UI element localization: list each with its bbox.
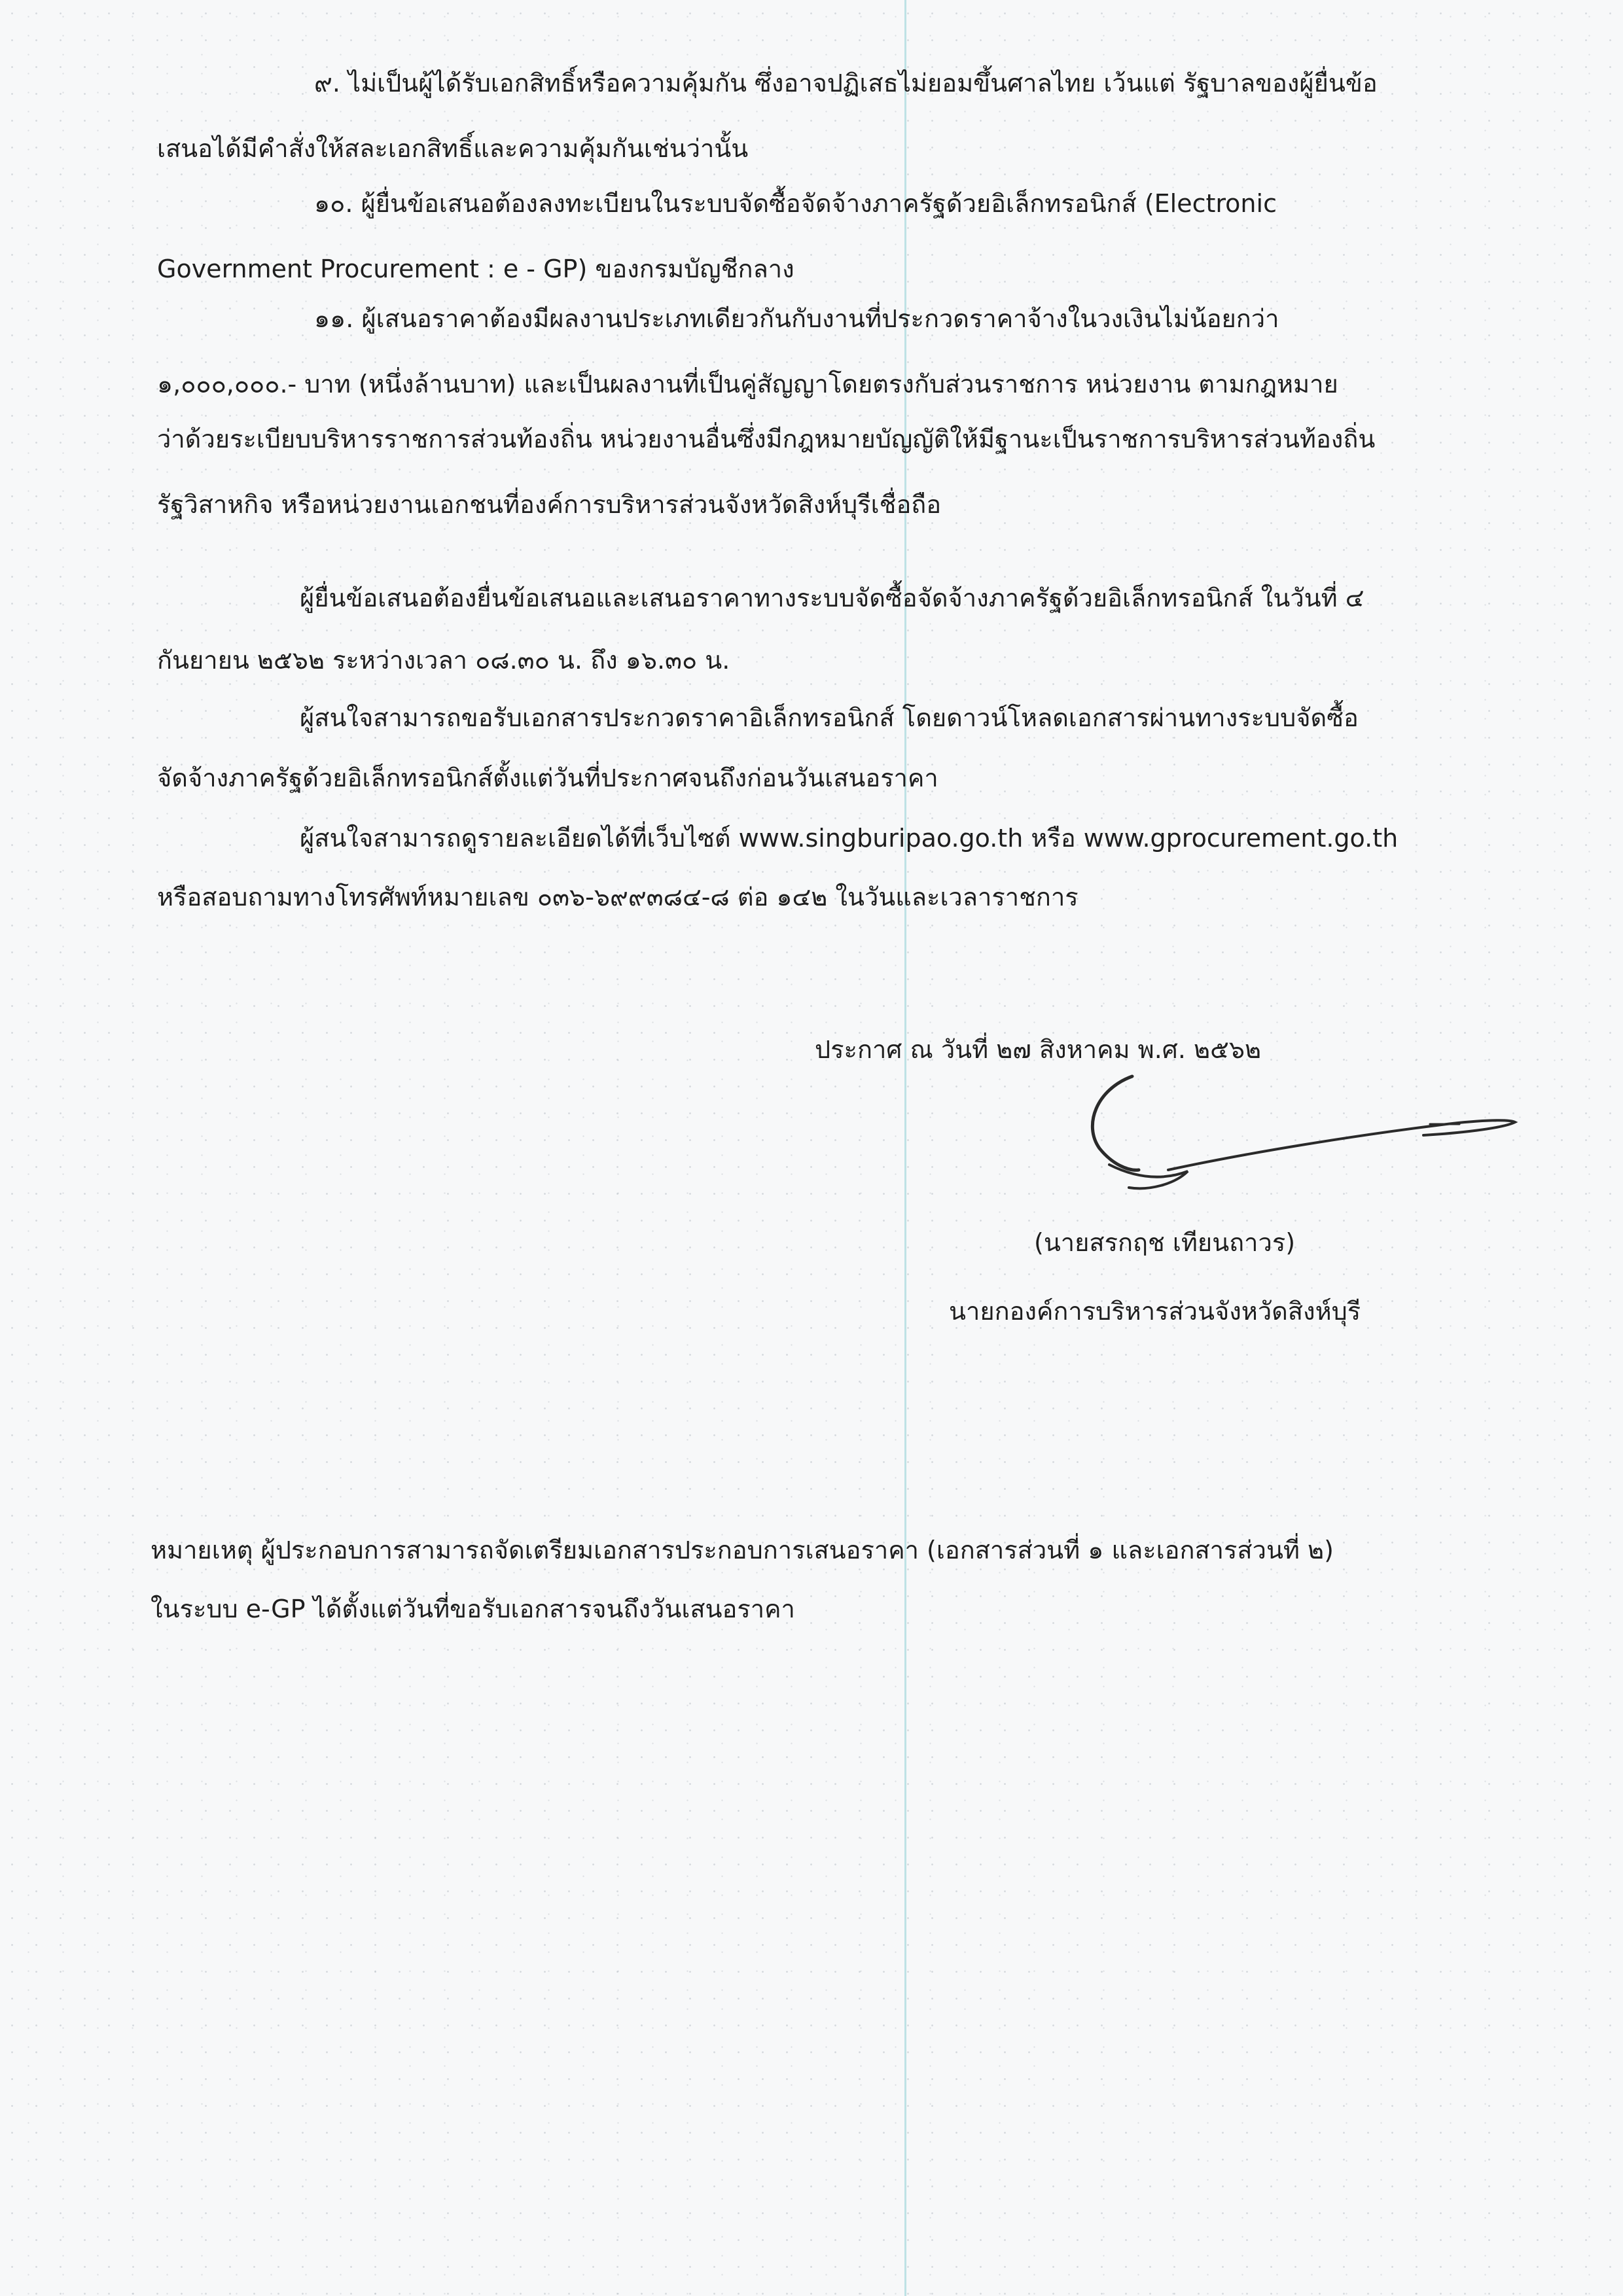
documents-line-2: จัดจ้างภาครัฐด้วยอิเล็กทรอนิกส์ตั้งแต่วันที่ประกาศจนถึงก่อนวันเสนอราคา bbox=[157, 764, 938, 792]
signatory-position: นายกองค์การบริหารส่วนจังหวัดสิงห์บุรี bbox=[949, 1297, 1361, 1326]
item-11-line-4: รัฐวิสาหกิจ หรือหน่วยงานเอกชนที่องค์การบริหารส่วนจังหวัดสิงห์บุรีเชื่อถือ bbox=[157, 490, 942, 519]
contact-line-2: หรือสอบถามทางโทรศัพท์หมายเลข ๐๓๖-๖๙๙๓๘๔-๘ ต่อ ๑๔๒ ในวันและเวลาราชการ bbox=[157, 883, 1079, 911]
scan-artifact-line bbox=[904, 0, 906, 2296]
handwritten-signature bbox=[1083, 1073, 1528, 1204]
item-11-line-2: ๑,๐๐๐,๐๐๐.- บาท (หนึ่งล้านบาท) และเป็นผลงานที่เป็นคู่สัญญาโดยตรงกับส่วนราชการ หน่วยงาน ตามกฎหมาย bbox=[157, 370, 1338, 398]
item-11-line-3: ว่าด้วยระเบียบบริหารราชการส่วนท้องถิ่น หน่วยงานอื่นซึ่งมีกฎหมายบัญญัติให้มีฐานะเป็นราชการบริหารส่วนท้องถิ่น bbox=[157, 425, 1376, 453]
documents-line-1: ผู้สนใจสามารถขอรับเอกสารประกวดราคาอิเล็กทรอนิกส์ โดยดาวน์โหลดเอกสารผ่านทางระบบจัดซื้อ bbox=[300, 703, 1359, 732]
announcement-date: ประกาศ ณ วันที่ ๒๗ สิงหาคม พ.ศ. ๒๕๖๒ bbox=[815, 1035, 1262, 1064]
item-9-line-1: ๙. ไม่เป็นผู้ได้รับเอกสิทธิ์หรือความคุ้มกัน ซึ่งอาจปฏิเสธไม่ยอมขึ้นศาลไทย เว้นแต่ รัฐบาลของผู้ยื่นข้อ bbox=[314, 69, 1378, 97]
item-10-line-2: Government Procurement : e - GP) ของกรมบัญชีกลาง bbox=[157, 255, 794, 283]
note-line-1: หมายเหตุ ผู้ประกอบการสามารถจัดเตรียมเอกสารประกอบการเสนอราคา (เอกสารส่วนที่ ๑ และเอกสารส่วนที่ ๒) bbox=[151, 1536, 1334, 1564]
contact-line-1: ผู้สนใจสามารถดูรายละเอียดได้ที่เว็บไซต์ www.singburipao.go.th หรือ www.gprocurement.go.th bbox=[300, 824, 1399, 853]
note-line-2: ในระบบ e-GP ได้ตั้งแต่วันที่ขอรับเอกสารจนถึงวันเสนอราคา bbox=[151, 1595, 795, 1623]
submission-line-2: กันยายน ๒๕๖๒ ระหว่างเวลา ๐๘.๓๐ น. ถึง ๑๖.๓๐ น. bbox=[157, 646, 730, 675]
item-9-line-2: เสนอได้มีคำสั่งให้สละเอกสิทธิ์และความคุ้มกันเช่นว่านั้น bbox=[157, 134, 749, 163]
item-10-line-1: ๑๐. ผู้ยื่นข้อเสนอต้องลงทะเบียนในระบบจัดซื้อจัดจ้างภาครัฐด้วยอิเล็กทรอนิกส์ (Electronic bbox=[314, 189, 1277, 218]
item-11-line-1: ๑๑. ผู้เสนอราคาต้องมีผลงานประเภทเดียวกันกับงานที่ประกวดราคาจ้างในวงเงินไม่น้อยกว่า bbox=[314, 304, 1279, 333]
signatory-name: (นายสรกฤช เทียนถาวร) bbox=[1034, 1228, 1296, 1257]
submission-line-1: ผู้ยื่นข้อเสนอต้องยื่นข้อเสนอและเสนอราคาทางระบบจัดซื้อจัดจ้างภาครัฐด้วยอิเล็กทรอนิกส์ ในวันที่ ๔ bbox=[300, 584, 1364, 612]
